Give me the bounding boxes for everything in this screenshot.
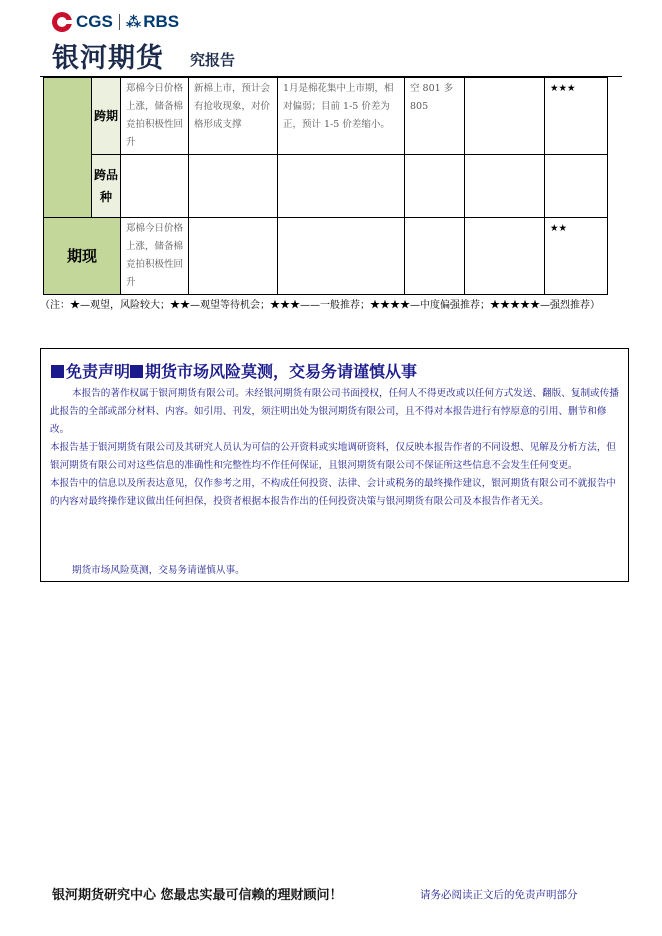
table-cell: [278, 155, 405, 218]
rating-stars: [545, 155, 608, 218]
category-cell: [44, 78, 92, 218]
disclaimer-subheading: 期货市场风险莫测，交易务请谨慎从事: [145, 362, 418, 381]
table-cell: [121, 155, 189, 218]
table-cell: [405, 155, 465, 218]
disclaimer-title: [51, 359, 417, 382]
rating-legend-note: （注：★—观望，风险较大；★★—观望等待机会；★★★——一般推荐；★★★★—中度偏强推荐；★★★★★—强烈推荐）: [40, 300, 600, 311]
report-type-title: 究报告: [190, 51, 236, 69]
table-cell: 1月是棉花集中上市期，相对偏弱；目前 1-5 价差为正，预计 1-5 价差缩小。: [278, 78, 405, 155]
rbs-logo-icon: ⁂: [125, 13, 142, 31]
table-cell: [278, 218, 405, 295]
table-row: [44, 218, 608, 295]
page-header: [0, 0, 662, 78]
footer-slogan: 银河期货研究中心 您最忠实最可信赖的理财顾问！: [52, 888, 343, 903]
company-logo: [52, 12, 179, 32]
table-cell: [465, 218, 545, 295]
table-cell: [465, 78, 545, 155]
table-cell: 空 801 多 805: [405, 78, 465, 155]
footer-disclaimer-notice: 请务必阅读正文后的免责声明部分: [420, 889, 578, 901]
company-name: 银河期货: [52, 43, 164, 74]
square-bullet-icon: [51, 365, 64, 378]
disclaimer-paragraph: 本报告基于银河期货有限公司及其研究人员认为可信的公开资料或实地调研资料，仅反映本报告作者的不同设想、见解及分析方法，但银河期货有限公司对这些信息的准确性和完整性均不作任何保证，且银河期货有限公司不保证所这些信息不会发生任何变更。: [50, 442, 617, 471]
disclaimer-paragraph: 本报告的著作权属于银河期货有限公司。未经银河期货有限公司书面授权，任何人不得更改或以任何方式发送、翻版、复制或传播此报告的全部或部分材料、内容。如引用、刊发，须注明出处为银河期货有限公司，且不得对本报告进行有悖原意的引用、删节和修改。: [50, 388, 619, 435]
cgs-logo-text: CGS: [76, 12, 113, 31]
rbs-logo-text: RBS: [143, 12, 180, 31]
table-cell: [189, 218, 278, 295]
table-cell: [405, 218, 465, 295]
disclaimer-heading: 免责声明: [66, 362, 131, 381]
square-bullet-icon: [130, 365, 143, 378]
subcategory-cell: 跨期: [92, 78, 121, 155]
disclaimer-body: [50, 385, 622, 511]
table-cell: [189, 155, 278, 218]
rating-stars: ★★★: [545, 78, 608, 155]
table-cell: 新棉上市，预计会有抢收现象，对价格形成支撑: [189, 78, 278, 155]
table-cell: 郑棉今日价格上涨，储备棉竞拍积极性回升: [121, 218, 189, 295]
disclaimer-box: [40, 348, 629, 582]
rating-stars: ★★: [545, 218, 608, 295]
table-row: [44, 155, 608, 218]
category-cell: 期现: [44, 218, 121, 295]
table-cell: 郑棉今日价格上涨，储备棉竞拍积极性回升: [121, 78, 189, 155]
logo-divider: [119, 14, 120, 30]
cgs-logo-icon: [52, 12, 72, 32]
subcategory-cell: 跨品种: [92, 155, 121, 218]
disclaimer-closing: 期货市场风险莫测，交易务请谨慎从事。: [72, 565, 245, 576]
strategy-table: [43, 77, 608, 295]
table-row: [44, 78, 608, 155]
disclaimer-paragraph: 本报告中的信息以及所表达意见，仅作参考之用，不构成任何投资、法律、会计或税务的最终操作建议，银河期货有限公司不就报告中的内容对最终操作建议做出任何担保，投资者根据本报告作出的任何投资决策与银河期货有限公司及本报告作者无关。: [50, 478, 617, 507]
table-cell: [465, 155, 545, 218]
